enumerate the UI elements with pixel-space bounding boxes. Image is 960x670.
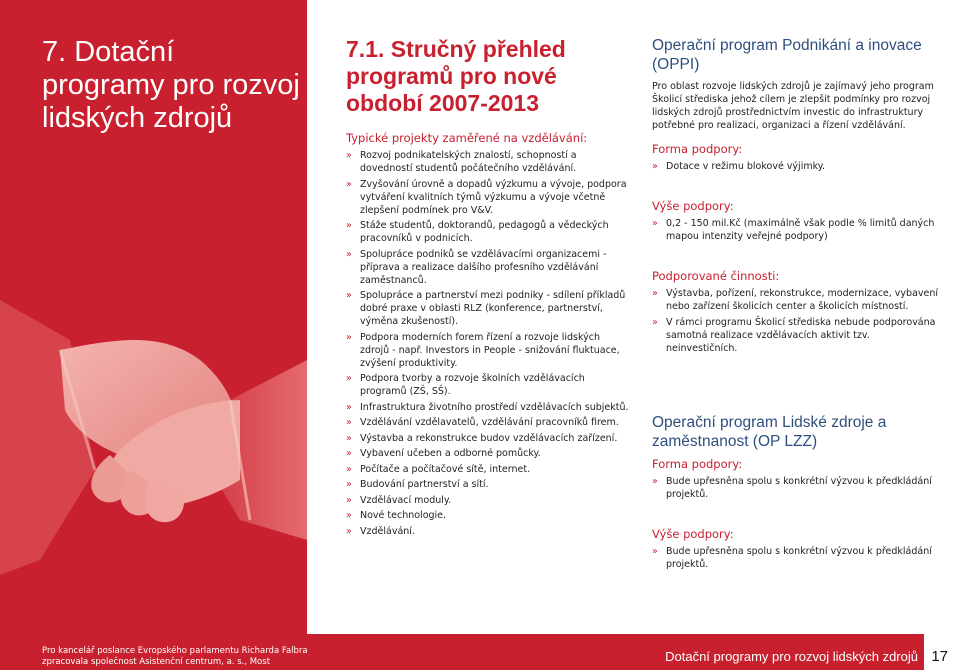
overview-column <box>346 36 631 540</box>
footer-credits <box>42 646 308 668</box>
section-title: 7.1. Stručný přehled programů pro nové období 2007-2013 <box>346 36 566 116</box>
list-item: » V rámci programu Školicí střediska nebude podporována samotná realizace vzdělávacích aktivit tzv. neinvestičních. <box>652 316 942 355</box>
list-item: » Vzdělávání vzdělavatelů, vzdělávání pracovníků firem. <box>346 416 631 429</box>
oppi-intro: Pro oblast rozvoje lidských zdrojů je zajímavý jeho program Školicí střediska jehož cílem je zlepšit podmínky pro rozvoj lidských zdrojů prostřednictvím investic do infrastruktury potřebné pro realizaci, organizaci a řízení vzdělávání. <box>652 81 934 131</box>
page-footer <box>0 634 960 670</box>
oplzz-title: Operační program Lidské zdroje a zaměstnanost (OP LZZ) <box>652 413 887 450</box>
oplzz-amount-list <box>652 545 942 571</box>
list-item: » Počítače a počítačové sítě, internet. <box>346 463 631 476</box>
typical-projects-list <box>346 149 631 538</box>
list-item: » Stáže studentů, doktorandů, pedagogů a vědeckých pracovníků v podnicích. <box>346 219 631 245</box>
oppi-form-list <box>652 160 942 173</box>
list-item: » Výstavba a rekonstrukce budov vzdělávacích zařízení. <box>346 432 631 445</box>
list-item: » Podpora moderních forem řízení a rozvoje lidských zdrojů - např. Investors in People - snižování fluktuace, zvýšení produktivity. <box>346 331 631 370</box>
oppi-form-heading: Forma podpory: <box>652 142 743 156</box>
chapter-title: 7. Dotační programy pro rozvoj lidských zdrojů <box>42 36 300 134</box>
list-item: » Vzdělávání. <box>346 525 631 538</box>
oppi-activities-list <box>652 287 942 355</box>
list-item: » Zvyšování úrovně a dopadů výzkumu a vývoje, podpora vytváření kvalitních týmů výzkumu a vývoje včetně zlepšení podmínek pro V&V. <box>346 178 631 217</box>
oppi-section <box>652 36 942 355</box>
list-item: » Nové technologie. <box>346 509 631 522</box>
list-item: » Vybavení učeben a odborné pomůcky. <box>346 447 631 460</box>
oplzz-amount-heading: Výše podpory: <box>652 526 734 541</box>
typical-projects-heading: Typické projekty zaměřené na vzdělávání: <box>346 131 588 145</box>
list-item: » 0,2 - 150 mil.Kč (maximálně však podle % limitů daných mapou intenzity veřejné podpory) <box>652 217 942 243</box>
list-item: » Spolupráce a partnerství mezi podniky - sdílení příkladů dobré praxe v oblasti RLZ (konference, partnerství, výměna zkušeností). <box>346 289 631 328</box>
footer-credit-line2: zpracovala společnost Asistenční centrum, a. s., Most <box>42 657 271 667</box>
oppi-activities-heading: Podporované činnosti: <box>652 269 780 283</box>
oppi-amount-heading: Výše podpory: <box>652 199 734 213</box>
list-item: » Vzdělávací moduly. <box>346 494 631 507</box>
page-number-box <box>924 634 960 670</box>
oppi-title: Operační program Podnikání a inovace (OPPI) <box>652 37 922 73</box>
footer-credit-line1: Pro kancelář poslance Evropského parlamentu Richarda Falbra <box>42 646 308 656</box>
list-item: » Budování partnerství a sítí. <box>346 478 631 491</box>
page-number: 17 <box>931 648 948 665</box>
list-item: » Dotace v režimu blokové výjimky. <box>652 160 942 173</box>
list-item: » Bude upřesněna spolu s konkrétní výzvou k předkládání projektů. <box>652 475 942 501</box>
programs-column <box>652 36 942 573</box>
oplzz-section <box>652 413 942 571</box>
list-item: » Bude upřesněna spolu s konkrétní výzvou k předkládání projektů. <box>652 545 942 571</box>
list-item: » Infrastruktura životního prostředí vzdělávacích subjektů. <box>346 401 631 414</box>
chapter-panel <box>0 0 307 670</box>
list-item: » Podpora tvorby a rozvoje školních vzdělávacích programů (ZŠ, SŠ). <box>346 372 631 398</box>
oplzz-form-list <box>652 475 942 501</box>
footer-running-title: Dotační programy pro rozvoj lidských zdrojů <box>665 649 918 664</box>
oppi-amount-list <box>652 217 942 243</box>
list-item: » Spolupráce podniků se vzdělávacími organizacemi - příprava a realizace dalšího profesního vzdělávání zaměstnanců. <box>346 248 631 287</box>
list-item: » Rozvoj podnikatelských znalostí, schopností a dovedností studentů počátečního vzdělávání. <box>346 149 631 175</box>
oplzz-form-heading: Forma podpory: <box>652 456 743 471</box>
list-item: » Výstavba, pořízení, rekonstrukce, modernizace, vybavení nebo zařízení školicích center a školicích místností. <box>652 287 942 313</box>
